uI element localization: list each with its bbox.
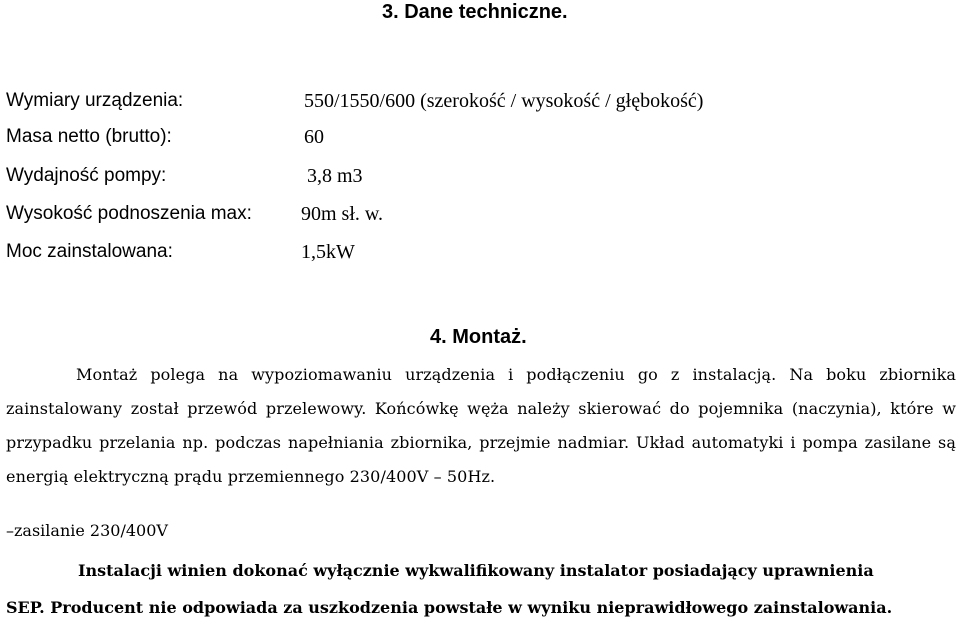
installation-paragraph-text: Montaż polega na wypoziomawaniu urządzenia i podłączeniu go z instalacją. Na boku zbiornika zainstalowany został przewód przelewowy. Końcówkę węża należy skierować do pojemnika (naczynia), które w przypadku przelania np. podczas napełniania zbiornika, przejmie nadmiar. Układ automatyki i pompa zasilane są energią elektryczną prądu przemiennego 230/400V – 50Hz. [6, 365, 956, 486]
power-supply-line: –zasilanie 230/400V [6, 521, 168, 540]
spec-value-dimensions: 550/1550/600 (szerokość / wysokość / głębokość) [304, 90, 704, 112]
section-4-heading: 4. Montaż. [430, 326, 527, 348]
installer-notice-line-2: SEP. Producent nie odpowiada za uszkodzenia powstałe w wyniku nieprawidłowego zainstalowania. [6, 598, 893, 617]
spec-label-dimensions: Wymiary urządzenia: [6, 90, 184, 111]
spec-label-lift-height: Wysokość podnoszenia max: [6, 203, 252, 224]
installation-paragraph [6, 358, 956, 494]
spec-value-pump-capacity: 3,8 m3 [307, 165, 363, 187]
spec-label-power: Moc zainstalowana: [6, 241, 173, 262]
spec-label-mass: Masa netto (brutto): [6, 126, 172, 147]
installer-notice-line-1: Instalacji winien dokonać wyłącznie wykwalifikowany instalator posiadający uprawnienia [78, 561, 874, 580]
section-3-heading: 3. Dane techniczne. [382, 1, 568, 23]
spec-label-pump-capacity: Wydajność pompy: [6, 165, 167, 186]
spec-value-power: 1,5kW [301, 241, 355, 263]
spec-value-mass: 60 [304, 126, 324, 148]
spec-value-lift-height: 90m sł. w. [301, 203, 384, 225]
